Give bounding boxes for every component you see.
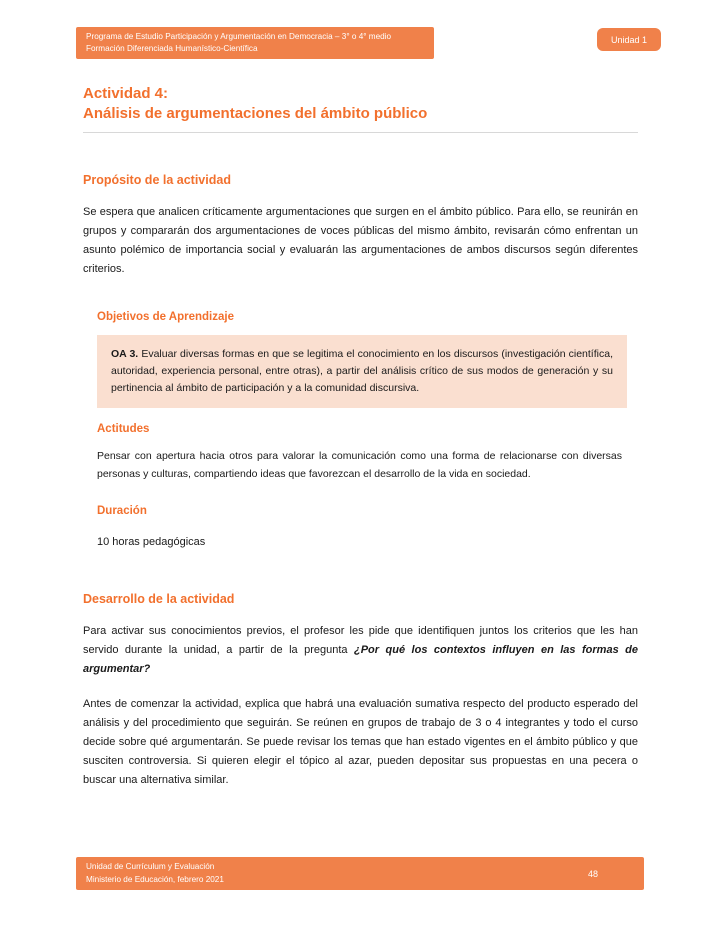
objetivos-heading: Objetivos de Aprendizaje xyxy=(97,311,234,323)
duracion-body: 10 horas pedagógicas xyxy=(97,536,206,548)
desarrollo-p1-question: ¿Por qué los contextos influyen en las formas de argumentar? xyxy=(83,644,638,675)
desarrollo-heading: Desarrollo de la actividad xyxy=(83,592,235,606)
title-divider xyxy=(83,132,638,133)
oa-text xyxy=(111,346,613,397)
page-title-line2: Análisis de argumentaciones del ámbito público xyxy=(83,105,428,122)
desarrollo-p1-text: Para activar sus conocimientos previos, el profesor les pide que identifiquen juntos los criterios que les han servido durante la unidad, a partir de la pregunta xyxy=(83,625,638,656)
proposito-heading: Propósito de la actividad xyxy=(83,173,231,187)
header-program-line1: Programa de Estudio Participación y Argumentación en Democracia – 3° o 4° medio xyxy=(86,32,392,41)
unit-badge: Unidad 1 xyxy=(597,28,661,51)
page-title xyxy=(83,84,638,124)
page-number: 48 xyxy=(587,868,598,879)
footer-credits xyxy=(86,861,224,886)
footer-bar xyxy=(76,857,644,890)
oa-label: OA 3. xyxy=(111,348,139,360)
desarrollo-paragraph-2: Antes de comenzar la actividad, explica que habrá una evaluación sumativa respecto del producto esperado del análisis y del procedimiento que seguirán. Se reúnen en grupos de trabajo de 3 o 4 integrantes y todo el curso decide sobre qué argumentarán. Se puede revisar los temas que han estado vigentes en el ámbito público y que susciten controversia. Si quieren elegir el tópico al azar, pueden depositar sus propuestas en una pecera o buscar una alternativa similar. xyxy=(83,698,638,786)
actitudes-body: Pensar con apertura hacia otros para valorar la comunicación como una forma de relacionarse con diversas personas y culturas, compartiendo ideas que favorezcan el desarrollo de la vida en sociedad. xyxy=(97,450,622,480)
oa-box xyxy=(97,335,627,408)
objetivos-block xyxy=(97,311,638,552)
footer-line1: Unidad de Currículum y Evaluación xyxy=(86,862,215,872)
proposito-body: Se espera que analicen críticamente argumentaciones que surgen en el ámbito público. Para ello, se reunirán en grupos y compararán dos argumentaciones de voces públicas del mismo ámbito, revisarán cómo enfrentan un asunto polémico de importancia social y evaluarán las argumentaciones de ambos discursos según diferentes criterios. xyxy=(83,206,638,275)
page-title-line1: Actividad 4: xyxy=(83,85,169,102)
desarrollo-paragraph-1 xyxy=(83,622,638,679)
footer-line2: Ministerio de Educación, febrero 2021 xyxy=(86,874,224,884)
actitudes-heading: Actitudes xyxy=(97,423,150,435)
oa-body: Evaluar diversas formas en que se legitima el conocimiento en los discursos (investigación científica, autoridad, experiencia personal, entre otras), a partir del análisis crítico de sus modos de generación y su pertinencia al ámbito de participación y a la comunidad discursiva. xyxy=(111,348,613,394)
header-program-line2: Formación Diferenciada Humanístico-Científica xyxy=(86,43,258,53)
duracion-heading: Duración xyxy=(97,505,147,517)
